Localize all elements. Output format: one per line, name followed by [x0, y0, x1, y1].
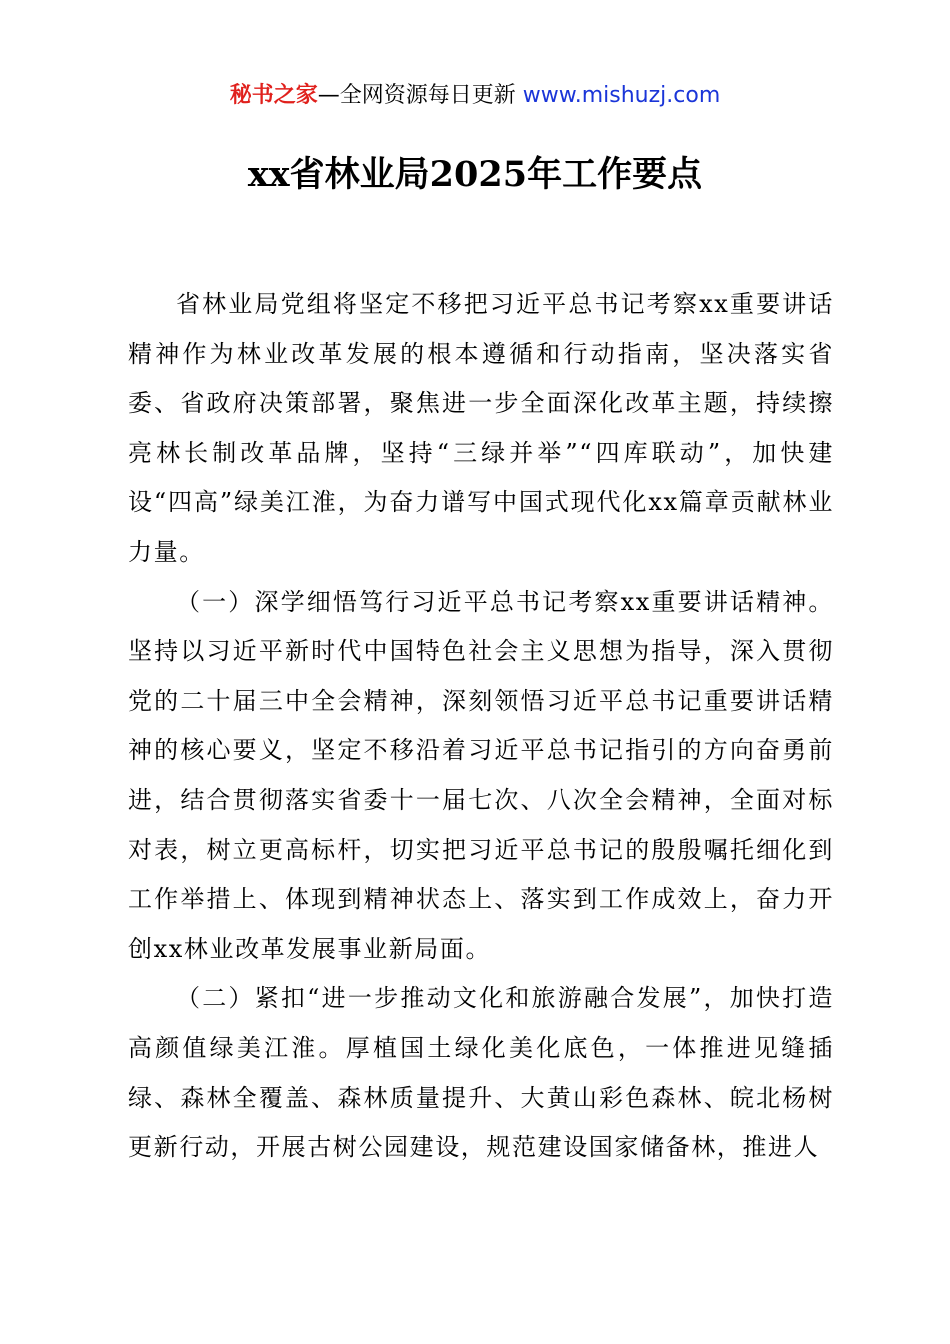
section-two-paragraph: （二）紧扣“进一步推动文化和旅游融合发展”，加快打造高颜值绿美江淮。厚植国土绿化美化底色，一体推进见缝插绿、森林全覆盖、森林质量提升、大黄山彩色森林、皖北杨树更新行动，开展古树公园建设，规范建设国家储备林，推进人 [128, 984, 834, 1162]
intro-paragraph: 省林业局党组将坚定不移把习近平总书记考察xx重要讲话精神作为林业改革发展的根本遵循和行动指南，坚决落实省委、省政府决策部署，聚焦进一步全面深化改革主题，持续擦亮林长制改革品牌，坚持“三绿并举”“四库联动”，加快建设“四高”绿美江淮，为奋力谱写中国式现代化xx篇章贡献林业力量。 [128, 290, 834, 566]
site-tagline: —全网资源每日更新 [317, 83, 523, 108]
document-body [128, 280, 834, 1173]
document-title: xx省林业局2025年工作要点 [247, 154, 703, 195]
site-brand: 秘书之家 [229, 83, 318, 108]
section-one-paragraph: （一）深学细悟笃行习近平总书记考察xx重要讲话精神。坚持以习近平新时代中国特色社会主义思想为指导，深入贯彻党的二十届三中全会精神，深刻领悟习近平总书记重要讲话精神的核心要义，坚定不移沿着习近平总书记指引的方向奋勇前进，结合贯彻落实省委十一届七次、八次全会精神，全面对标对表，树立更高标杆，切实把习近平总书记的殷殷嘱托细化到工作举措上、体现到精神状态上、落实到工作成效上，奋力开创xx林业改革发展事业新局面。 [128, 587, 834, 963]
site-url-link[interactable]: www.mishuzj.com [522, 83, 721, 108]
site-header [0, 80, 950, 112]
